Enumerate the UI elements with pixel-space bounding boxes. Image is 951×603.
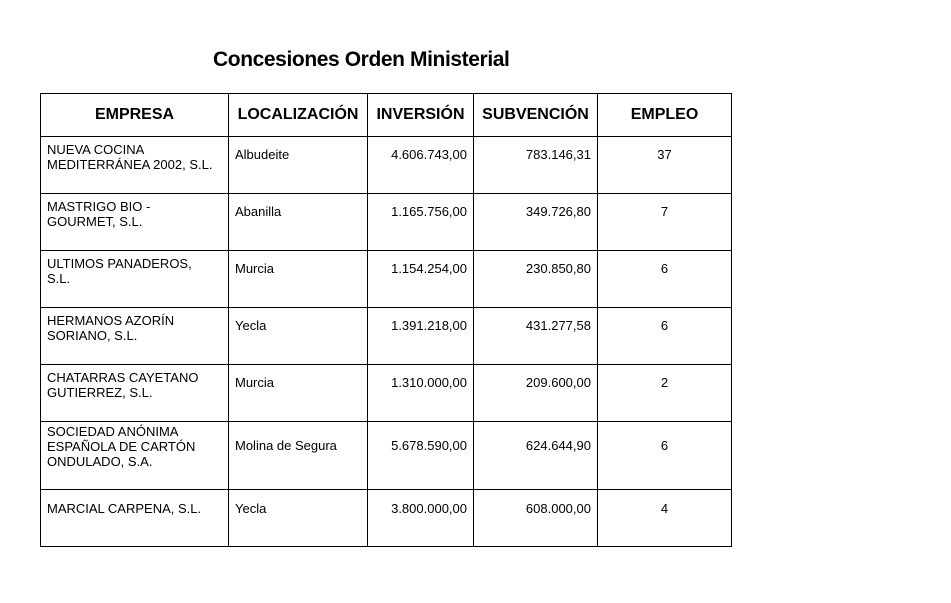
empresa-line: SOCIEDAD ANÓNIMA <box>47 424 179 439</box>
empresa-line: SORIANO, S.L. <box>47 328 138 343</box>
table-row <box>41 365 732 422</box>
cell-empleo: 6 <box>598 308 732 365</box>
cell-empresa <box>41 137 229 194</box>
header-subvencion: SUBVENCIÓN <box>474 94 598 137</box>
cell-inversion: 4.606.743,00 <box>368 137 474 194</box>
cell-empleo: 2 <box>598 365 732 422</box>
cell-subvencion: 431.277,58 <box>474 308 598 365</box>
empresa-line: MARCIAL CARPENA, S.L. <box>47 501 202 516</box>
table-row <box>41 194 732 251</box>
cell-empresa <box>41 422 229 490</box>
table-header-row <box>41 94 732 137</box>
cell-localizacion: Murcia <box>229 365 368 422</box>
cell-inversion: 1.391.218,00 <box>368 308 474 365</box>
cell-inversion: 1.165.756,00 <box>368 194 474 251</box>
cell-subvencion: 783.146,31 <box>474 137 598 194</box>
cell-empresa <box>41 365 229 422</box>
table-row <box>41 490 732 547</box>
cell-inversion: 5.678.590,00 <box>368 422 474 490</box>
cell-empleo: 4 <box>598 490 732 547</box>
empresa-line: NUEVA COCINA <box>47 142 145 157</box>
cell-subvencion: 209.600,00 <box>474 365 598 422</box>
cell-empleo: 37 <box>598 137 732 194</box>
cell-empresa <box>41 251 229 308</box>
empresa-line: GOURMET, S.L. <box>47 214 143 229</box>
table-row <box>41 422 732 490</box>
empresa-line: MEDITERRÁNEA 2002, S.L. <box>47 157 213 172</box>
cell-localizacion: Molina de Segura <box>229 422 368 490</box>
cell-subvencion: 230.850,80 <box>474 251 598 308</box>
cell-empleo: 6 <box>598 251 732 308</box>
empresa-line: HERMANOS AZORÍN <box>47 313 175 328</box>
cell-empleo: 7 <box>598 194 732 251</box>
table-row <box>41 308 732 365</box>
header-empresa: EMPRESA <box>41 94 229 137</box>
cell-subvencion: 608.000,00 <box>474 490 598 547</box>
table-row <box>41 251 732 308</box>
cell-empresa <box>41 308 229 365</box>
empresa-line: CHATARRAS CAYETANO <box>47 370 199 385</box>
cell-subvencion: 349.726,80 <box>474 194 598 251</box>
empresa-line: GUTIERREZ, S.L. <box>47 385 153 400</box>
empresa-line: ULTIMOS PANADEROS, <box>47 256 192 271</box>
table-row <box>41 137 732 194</box>
cell-empleo: 6 <box>598 422 732 490</box>
cell-empresa <box>41 490 229 547</box>
cell-localizacion: Albudeite <box>229 137 368 194</box>
cell-inversion: 3.800.000,00 <box>368 490 474 547</box>
cell-subvencion: 624.644,90 <box>474 422 598 490</box>
cell-empresa <box>41 194 229 251</box>
header-inversion: INVERSIÓN <box>368 94 474 137</box>
header-empleo: EMPLEO <box>598 94 732 137</box>
cell-inversion: 1.310.000,00 <box>368 365 474 422</box>
empresa-line: ONDULADO, S.A. <box>47 454 153 469</box>
concessions-table <box>40 93 732 547</box>
cell-inversion: 1.154.254,00 <box>368 251 474 308</box>
cell-localizacion: Murcia <box>229 251 368 308</box>
empresa-line: MASTRIGO BIO - <box>47 199 151 214</box>
cell-localizacion: Yecla <box>229 308 368 365</box>
empresa-line: ESPAÑOLA DE CARTÓN <box>47 439 196 454</box>
empresa-line: S.L. <box>47 271 71 286</box>
header-localizacion: LOCALIZACIÓN <box>229 94 368 137</box>
cell-localizacion: Yecla <box>229 490 368 547</box>
cell-localizacion: Abanilla <box>229 194 368 251</box>
document-title: Concesiones Orden Ministerial <box>213 48 510 71</box>
